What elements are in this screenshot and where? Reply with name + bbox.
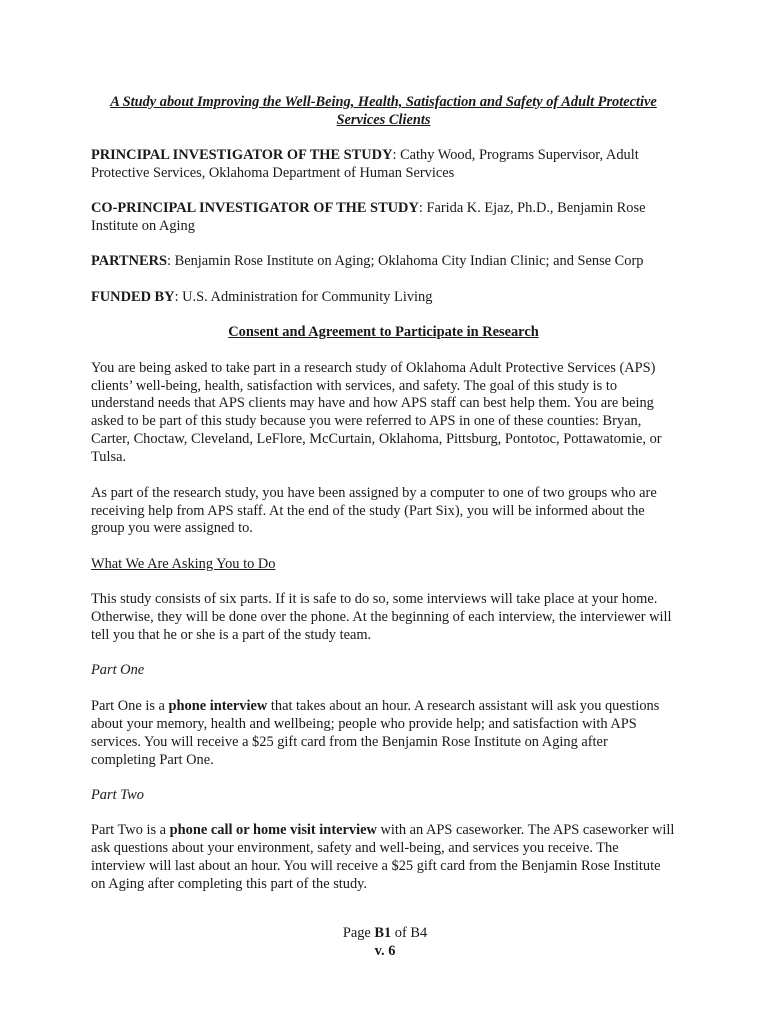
part-two-paragraph (91, 822, 676, 894)
page-current: B1 (374, 925, 392, 941)
part-two-heading: Part Two (91, 786, 144, 803)
principal-investigator-label: PRINCIPAL INVESTIGATOR OF THE STUDY (91, 146, 393, 163)
six-parts-paragraph: This study consists of six parts. If it is safe to do so, some interviews will take place at your home. Otherwise, they will be done over the phone. At the beginning of each interview, the interviewer will tell you that he or she is a part of the study team. (91, 591, 672, 644)
principal-investigator (91, 147, 676, 183)
part-one-post: that takes about an hour. A research assistant will ask you questions about your memory, health and wellbeing; people who provide help; and satisfaction with APS services. You will receive a $25 gift card from the Benjamin Rose Institute on Aging after completing Part One. (91, 697, 660, 768)
version-text: v. 6 (374, 942, 396, 959)
part-two-pre: Part Two is a (91, 822, 170, 839)
partners-label: PARTNERS (91, 253, 167, 270)
funded-by-text: : U.S. Administration for Community Living (174, 288, 433, 305)
co-principal-investigator-label: CO-PRINCIPAL INVESTIGATOR OF THE STUDY (91, 200, 419, 217)
page-total: B4 (410, 925, 428, 941)
funded-by (91, 289, 676, 307)
part-two-bold: phone call or home visit interview (169, 822, 377, 839)
asking-heading: What We Are Asking You to Do (91, 555, 276, 572)
co-principal-investigator-text: : Farida K. Ejaz, Ph.D., Benjamin Rose Institute on Aging (91, 200, 646, 235)
page-middle: of (391, 925, 411, 941)
part-one-heading: Part One (91, 662, 145, 679)
funded-by-label: FUNDED BY (91, 288, 175, 305)
part-one-pre: Part One is a (91, 697, 169, 714)
partners-text: : Benjamin Rose Institute on Aging; Oklahoma City Indian Clinic; and Sense Corp (167, 253, 644, 270)
part-one-bold: phone interview (168, 697, 268, 714)
consent-heading: Consent and Agreement to Participate in Research (228, 324, 539, 341)
partners (91, 253, 676, 271)
part-one-paragraph (91, 698, 676, 770)
page-footer (0, 925, 770, 961)
principal-investigator-text: : Cathy Wood, Programs Supervisor, Adult Protective Services, Oklahoma Department of Human Services (91, 146, 639, 181)
groups-paragraph: As part of the research study, you have been assigned by a computer to one of two groups who are receiving help from APS staff. At the end of the study (Part Six), you will be informed about the group you were assigned to. (91, 484, 657, 537)
co-principal-investigator (91, 200, 676, 236)
part-two-post: with an APS caseworker. The APS caseworker will ask questions about your environment, safety and well-being, and services you receive. The interview will last about an hour. You will receive a $25 gift card from the Benjamin Rose Institute on Aging after completing this part of the study. (91, 822, 675, 893)
page-number (0, 925, 770, 943)
version-label (0, 943, 770, 961)
document-title: A Study about Improving the Well-Being, Health, Satisfaction and Safety of Adult Protective Services Clients (110, 94, 657, 128)
intro-paragraph: You are being asked to take part in a research study of Oklahoma Adult Protective Services (APS) clients’ well-being, health, satisfaction with services, and safety. The goal of this study is to understand needs that APS clients may have and how APS staff can best help them. You are being asked to be part of this study because you were referred to APS in one of these counties: Bryan, Carter, Choctaw, Cleveland, LeFlore, McCurtain, Oklahoma, Pittsburg, Pontotoc, Pottawatomie, or Tulsa. (91, 359, 662, 466)
page-prefix: Page (342, 925, 375, 941)
